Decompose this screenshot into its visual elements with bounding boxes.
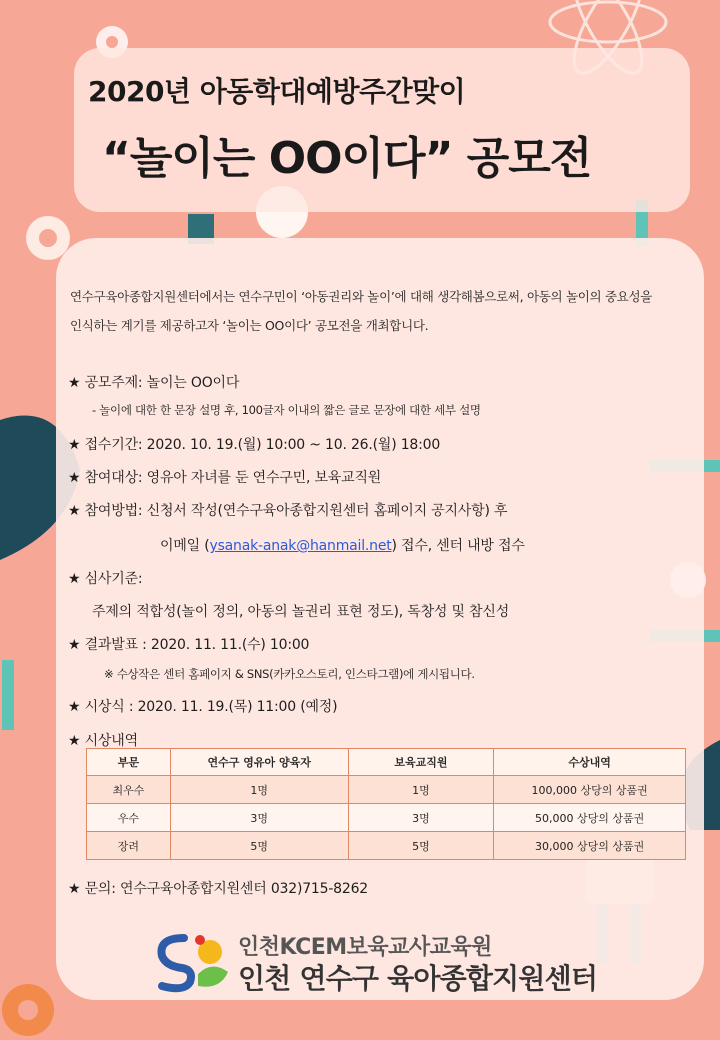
table-cell: 5명 [348,832,494,860]
table-cell: 우수 [87,804,171,832]
table-header: 수상내역 [494,749,686,776]
table-row [87,776,686,804]
result-note: ※ 수상작은 센터 홈페이지 & SNS(카카오스토리, 인스타그램)에 게시됩니다. [104,667,475,681]
table-cell: 5명 [170,832,348,860]
gear-icon [2,984,54,1036]
email-link[interactable]: ysanak-anak@hanmail.net [209,538,392,554]
table-cell: 100,000 상당의 상품권 [494,776,686,804]
table-cell: 1명 [170,776,348,804]
awards-table [86,748,686,860]
result-item: ★ 결과발표 : 2020. 11. 11.(수) 10:00 [68,637,310,653]
table-header: 부문 [87,749,171,776]
table-cell: 50,000 상당의 상품권 [494,804,686,832]
intro-text: 연수구육아종합지원센터에서는 연수구민이 ‘아동권리와 놀이’에 대해 생각해봄으로써, 아동의 놀이의 중요성을 인식하는 계기를 제공하고자 ‘놀이는 OO이다’ 공모전을 개최합니다. [70,289,653,333]
center-logo-icon [154,930,234,994]
table-cell: 1명 [348,776,494,804]
table-cell: 3명 [348,804,494,832]
logo-center-name: 인천 연수구 육아종합지원센터 [238,962,598,995]
spring-icon [2,660,14,730]
method-email-suffix: ) 접수, 센터 내방 접수 [391,538,525,554]
method-email-line [160,535,525,555]
logo-org-name: 인천KCEM보육교사교육원 [238,935,492,960]
poster-subtitle: 2020년 아동학대예방주간맞이 [88,75,466,108]
table-cell: 장려 [87,832,171,860]
criteria-item: ★ 심사기준: [68,571,143,587]
awards-heading: ★ 시상내역 [68,733,138,749]
table-header: 연수구 영유아 양육자 [170,749,348,776]
ceremony-item: ★ 시상식 : 2020. 11. 19.(목) 11:00 (예정) [68,699,338,715]
target-item: ★ 참여대상: 영유아 자녀를 둔 연수구민, 보육교직원 [68,470,382,486]
table-cell: 최우수 [87,776,171,804]
table-header-row [87,749,686,776]
period-item: ★ 접수기간: 2020. 10. 19.(월) 10:00 ~ 10. 26.(월) 18:00 [68,437,441,453]
table-cell: 30,000 상당의 상품권 [494,832,686,860]
table-cell: 3명 [170,804,348,832]
criteria-detail: 주제의 적합성(놀이 정의, 아동의 놀권리 표현 정도), 독창성 및 참신성 [92,604,510,620]
table-row [87,804,686,832]
contact-item: ★ 문의: 연수구육아종합지원센터 032)715-8262 [68,881,369,897]
theme-detail: - 놀이에 대한 한 문장 설명 후, 100글자 이내의 짧은 글로 문장에 대한 세부 설명 [92,403,481,417]
theme-item: ★ 공모주제: 놀이는 OO이다 [68,375,240,391]
method-email-prefix: 이메일 ( [160,538,210,554]
method-item: ★ 참여방법: 신청서 작성(연수구육아종합지원센터 홈페이지 공지사항) 후 [68,503,508,519]
poster-title: “놀이는 OO이다” 공모전 [102,133,592,184]
table-header: 보육교직원 [348,749,494,776]
table-row [87,832,686,860]
